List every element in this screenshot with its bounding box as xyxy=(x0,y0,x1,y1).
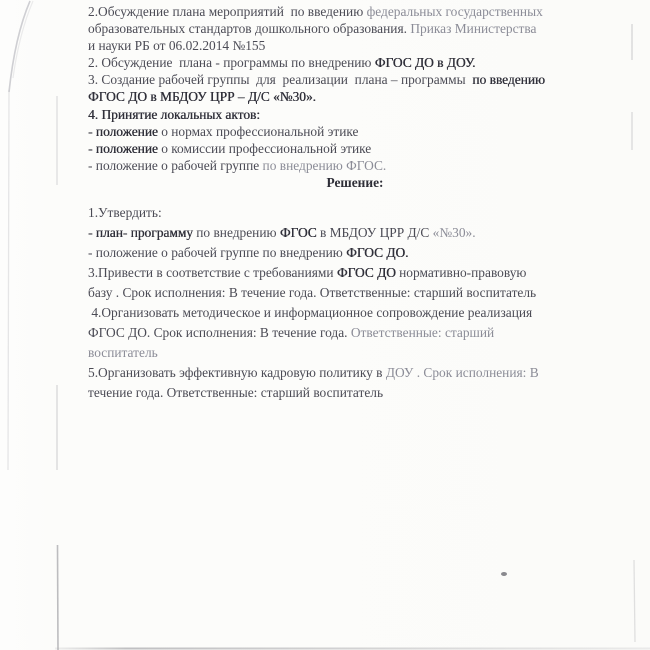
bottom-edge-shadow xyxy=(55,648,650,650)
document-line xyxy=(88,283,622,303)
document-line-segment: воспитатель xyxy=(88,345,158,361)
document-line-segment: нормативно-правовую xyxy=(395,265,527,281)
fold-line-lower xyxy=(58,545,59,650)
document-line xyxy=(88,88,622,105)
document-line-segment: федеральных государственных xyxy=(366,4,543,19)
document-line-segment: по внедрению ФГОС. xyxy=(262,157,387,173)
document-line xyxy=(88,140,622,157)
document-line xyxy=(88,37,622,54)
document-line-segment: и науки РБ от 06.02.2014 №155 xyxy=(88,38,266,54)
document-line-segment: 2. Обсуждение плана - программы по внедрению xyxy=(88,55,375,71)
document-line-segment: - положение о рабочей группе xyxy=(88,157,263,173)
document-line-segment: Приказ Министерства xyxy=(410,21,537,37)
document-line-segment: ДОУ . Срок исполнения: В xyxy=(385,365,539,381)
document-line-segment: о нормах профессиональной этике xyxy=(157,123,359,139)
document-line-segment: течение года. Ответственные: старший воспитатель xyxy=(88,385,384,401)
document-line-segment: Ответственные: старший xyxy=(350,325,495,341)
document-line xyxy=(88,106,622,123)
document-line xyxy=(88,157,622,174)
document-line-segment: 3. Создание рабочей группы для реализации плана – программы xyxy=(88,72,473,88)
document-line-segment: - положение xyxy=(88,123,158,139)
document-line-segment: 4. Принятие локальных актов: xyxy=(88,106,260,122)
left-page-edge-line xyxy=(8,90,9,470)
document-line-segment: - положение о рабочей группе по внедрению xyxy=(88,245,347,261)
document-line-segment: ФГОС ДО. xyxy=(346,245,409,261)
document-line-segment: «№30». xyxy=(432,225,476,241)
document-line-segment: 1.Утвердить: xyxy=(88,205,162,221)
document-line-segment: ФГОС ДО в ДОУ. xyxy=(374,55,476,71)
document-line xyxy=(88,174,622,191)
document-line-segment: - план- программу xyxy=(88,225,193,241)
right-page-edge-lower xyxy=(634,560,635,642)
document-line-segment: образовательных стандартов дошкольного образования. xyxy=(88,21,411,37)
document-line-segment: - положение xyxy=(88,140,158,156)
document-line xyxy=(88,263,622,283)
document-line-segment: базу . Срок исполнения: В течение года. Ответственные: старший воспитатель xyxy=(88,285,537,301)
document-line xyxy=(88,223,622,243)
document-line xyxy=(88,383,622,403)
document-line-segment: 4.Организовать методическое и информационное сопровождение реализация xyxy=(88,305,533,321)
document-line-segment: о комиссии профессиональной этике xyxy=(157,140,372,156)
document-line-segment: в МБДОУ ЦРР Д/С xyxy=(316,225,433,241)
document-line-segment: 5.Организовать эффективную кадровую политику в xyxy=(88,365,386,381)
document-line xyxy=(88,323,622,343)
document-line xyxy=(88,123,622,140)
page-corner-curl-highlight xyxy=(13,1,33,78)
document-line-segment: 2.Обсуждение плана мероприятий по введению xyxy=(88,4,367,19)
ink-speck xyxy=(501,572,507,576)
document-line xyxy=(88,303,622,323)
document-line-segment: 3.Привести в соответствие с требованиями xyxy=(88,265,337,281)
document-line xyxy=(88,54,622,71)
document-line xyxy=(88,20,622,37)
document-line-segment: ФГОС xyxy=(279,225,317,241)
document-line-segment: ФГОС ДО. Срок исполнения: В течение года. xyxy=(88,325,351,341)
document-line xyxy=(88,203,622,223)
document-line-segment: ФГОС ДО xyxy=(336,265,396,281)
document-line-segment: ФГОС ДО в МБДОУ ЦРР – Д/С «№30». xyxy=(88,89,316,105)
document-line xyxy=(88,363,622,383)
document-text xyxy=(88,3,622,403)
document-line xyxy=(88,3,622,20)
document-line-segment: по введению xyxy=(472,72,545,88)
page-corner-curl-line xyxy=(9,1,30,92)
document-line xyxy=(88,71,622,88)
document-line xyxy=(88,343,622,363)
document-line xyxy=(88,243,622,263)
document-line-segment: по внедрению xyxy=(192,225,280,241)
document-line-segment: Решение: xyxy=(326,174,384,190)
